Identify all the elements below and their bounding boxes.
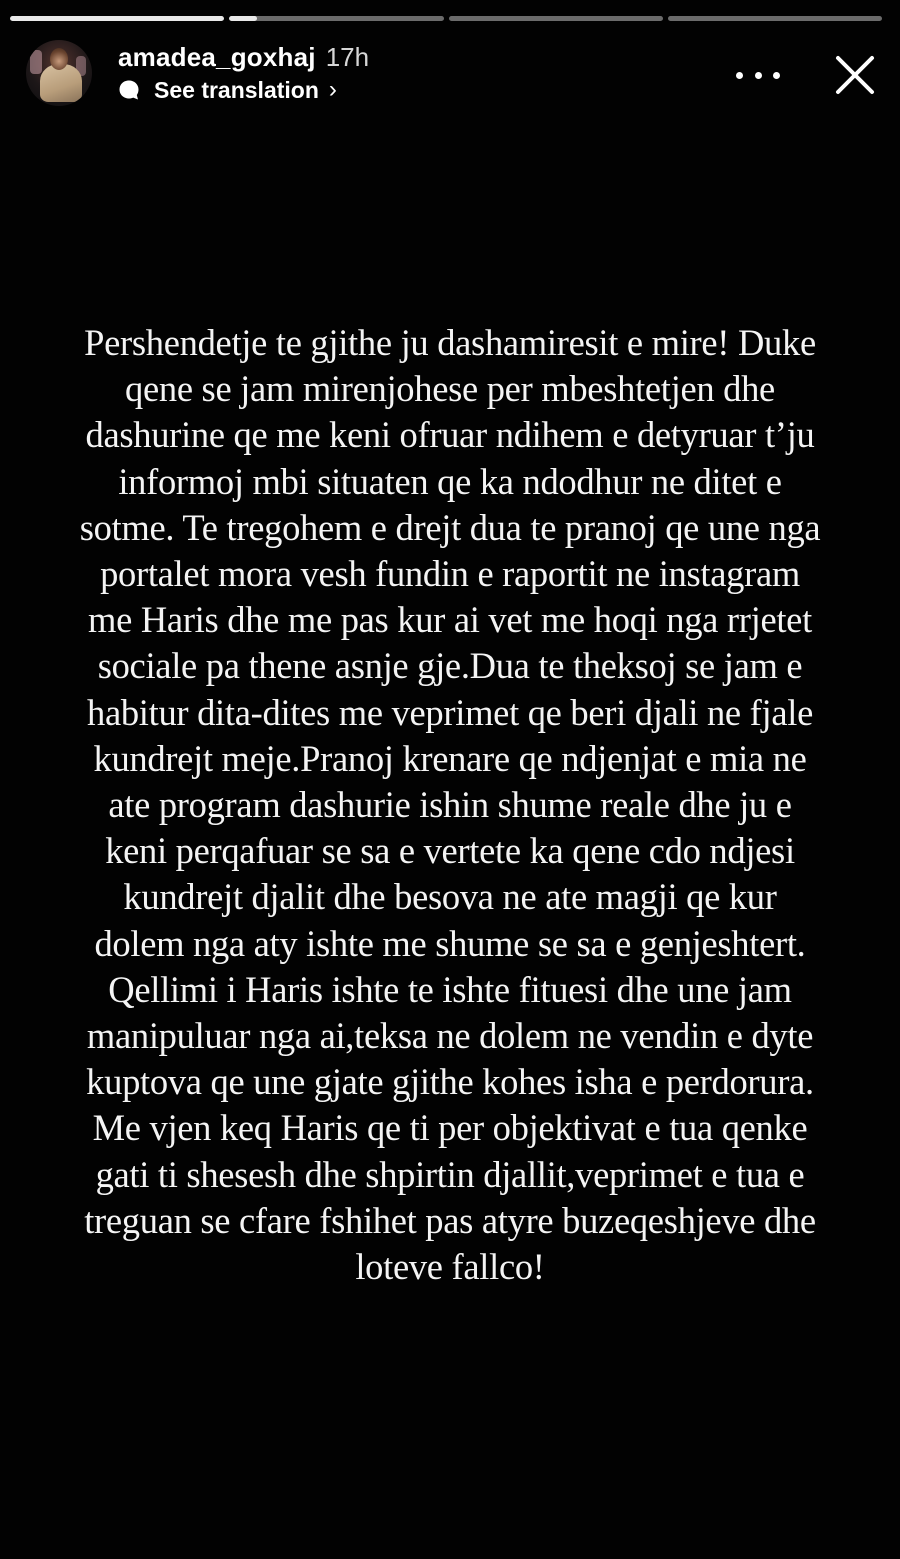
story-text-line: kundrejt djalit dhe besova ne ate magji qe kur xyxy=(123,876,777,918)
close-icon xyxy=(830,50,880,100)
story-text-line: qene se jam mirenjohese per mbeshtetjen dhe xyxy=(125,368,775,410)
story-text-line: informoj mbi situaten qe ka ndodhur ne ditet e xyxy=(118,460,782,502)
see-translation-label: See translation xyxy=(154,77,319,103)
avatar-figure-head xyxy=(50,48,68,70)
story-text-line: Me vjen keq Haris qe ti per objektivat e tua qenke xyxy=(92,1107,808,1149)
story-text-block xyxy=(0,320,900,1290)
more-horizontal-icon xyxy=(755,72,762,79)
more-options-button[interactable] xyxy=(736,60,780,90)
more-horizontal-icon xyxy=(736,72,743,79)
speech-bubble-icon xyxy=(118,79,140,101)
story-text-line: Qellimi i Haris ishte te ishte fituesi dhe une jam xyxy=(108,968,792,1010)
story-progress-bar xyxy=(10,16,882,21)
story-text-line: treguan se cfare fshihet pas atyre buzeqeshjeve dhe xyxy=(84,1199,816,1241)
more-horizontal-icon xyxy=(773,72,780,79)
story-text-line: portalet mora vesh fundin e raportit ne instagram xyxy=(100,553,800,595)
story-text-line: gati ti shesesh dhe shpirtin djallit,veprimet e tua e xyxy=(95,1153,805,1195)
progress-segment-1[interactable] xyxy=(10,16,224,21)
story-text-line: habitur dita-dites me veprimet qe beri djali ne fjale xyxy=(87,691,813,733)
story-text-line: sotme. Te tregohem e drejt dua te pranoj qe une nga xyxy=(79,506,821,548)
story-text-line: manipuluar nga ai,teksa ne dolem ne vendin e dyte xyxy=(86,1015,814,1057)
post-time: 17h xyxy=(325,42,370,72)
progress-segment-3[interactable] xyxy=(449,16,663,21)
progress-segment-2[interactable] xyxy=(229,16,443,21)
story-header xyxy=(26,40,880,106)
chevron-right-icon: › xyxy=(328,76,337,103)
story-text-line: ate program dashurie ishin shume reale dhe ju e xyxy=(108,784,792,826)
progress-fill xyxy=(229,16,257,21)
story-text-line: keni perqafuar se sa e vertete ka qene cdo ndjesi xyxy=(105,830,795,872)
see-translation-link[interactable] xyxy=(118,76,337,104)
story-text-line: kuptova qe une gjate gjithe kohes isha e perdorura. xyxy=(86,1061,814,1103)
story-text-line: sociale pa thene asnje gje.Dua te theksoj se jam e xyxy=(97,645,803,687)
username-link[interactable]: amadea_goxhaj xyxy=(118,42,316,72)
story-text-line: dashurine qe me keni ofruar ndihem e detyruar t’ju xyxy=(85,414,815,456)
story-text-line: kundrejt meje.Pranoj krenare qe ndjenjat e mia ne xyxy=(93,737,807,779)
progress-fill xyxy=(10,16,224,21)
user-line xyxy=(118,42,369,72)
progress-segment-4[interactable] xyxy=(668,16,882,21)
avatar-background xyxy=(30,50,42,74)
story-text-line: me Haris dhe me pas kur ai vet me hoqi nga rrjetet xyxy=(88,599,812,641)
story-text-line: Pershendetje te gjithe ju dashamiresit e mire! Duke xyxy=(84,322,816,363)
story-text-line: loteve fallco! xyxy=(355,1246,545,1288)
story-text-line: dolem nga aty ishte me shume se sa e genjeshtert. xyxy=(94,922,806,964)
close-button[interactable] xyxy=(830,50,880,100)
avatar[interactable] xyxy=(26,40,92,106)
